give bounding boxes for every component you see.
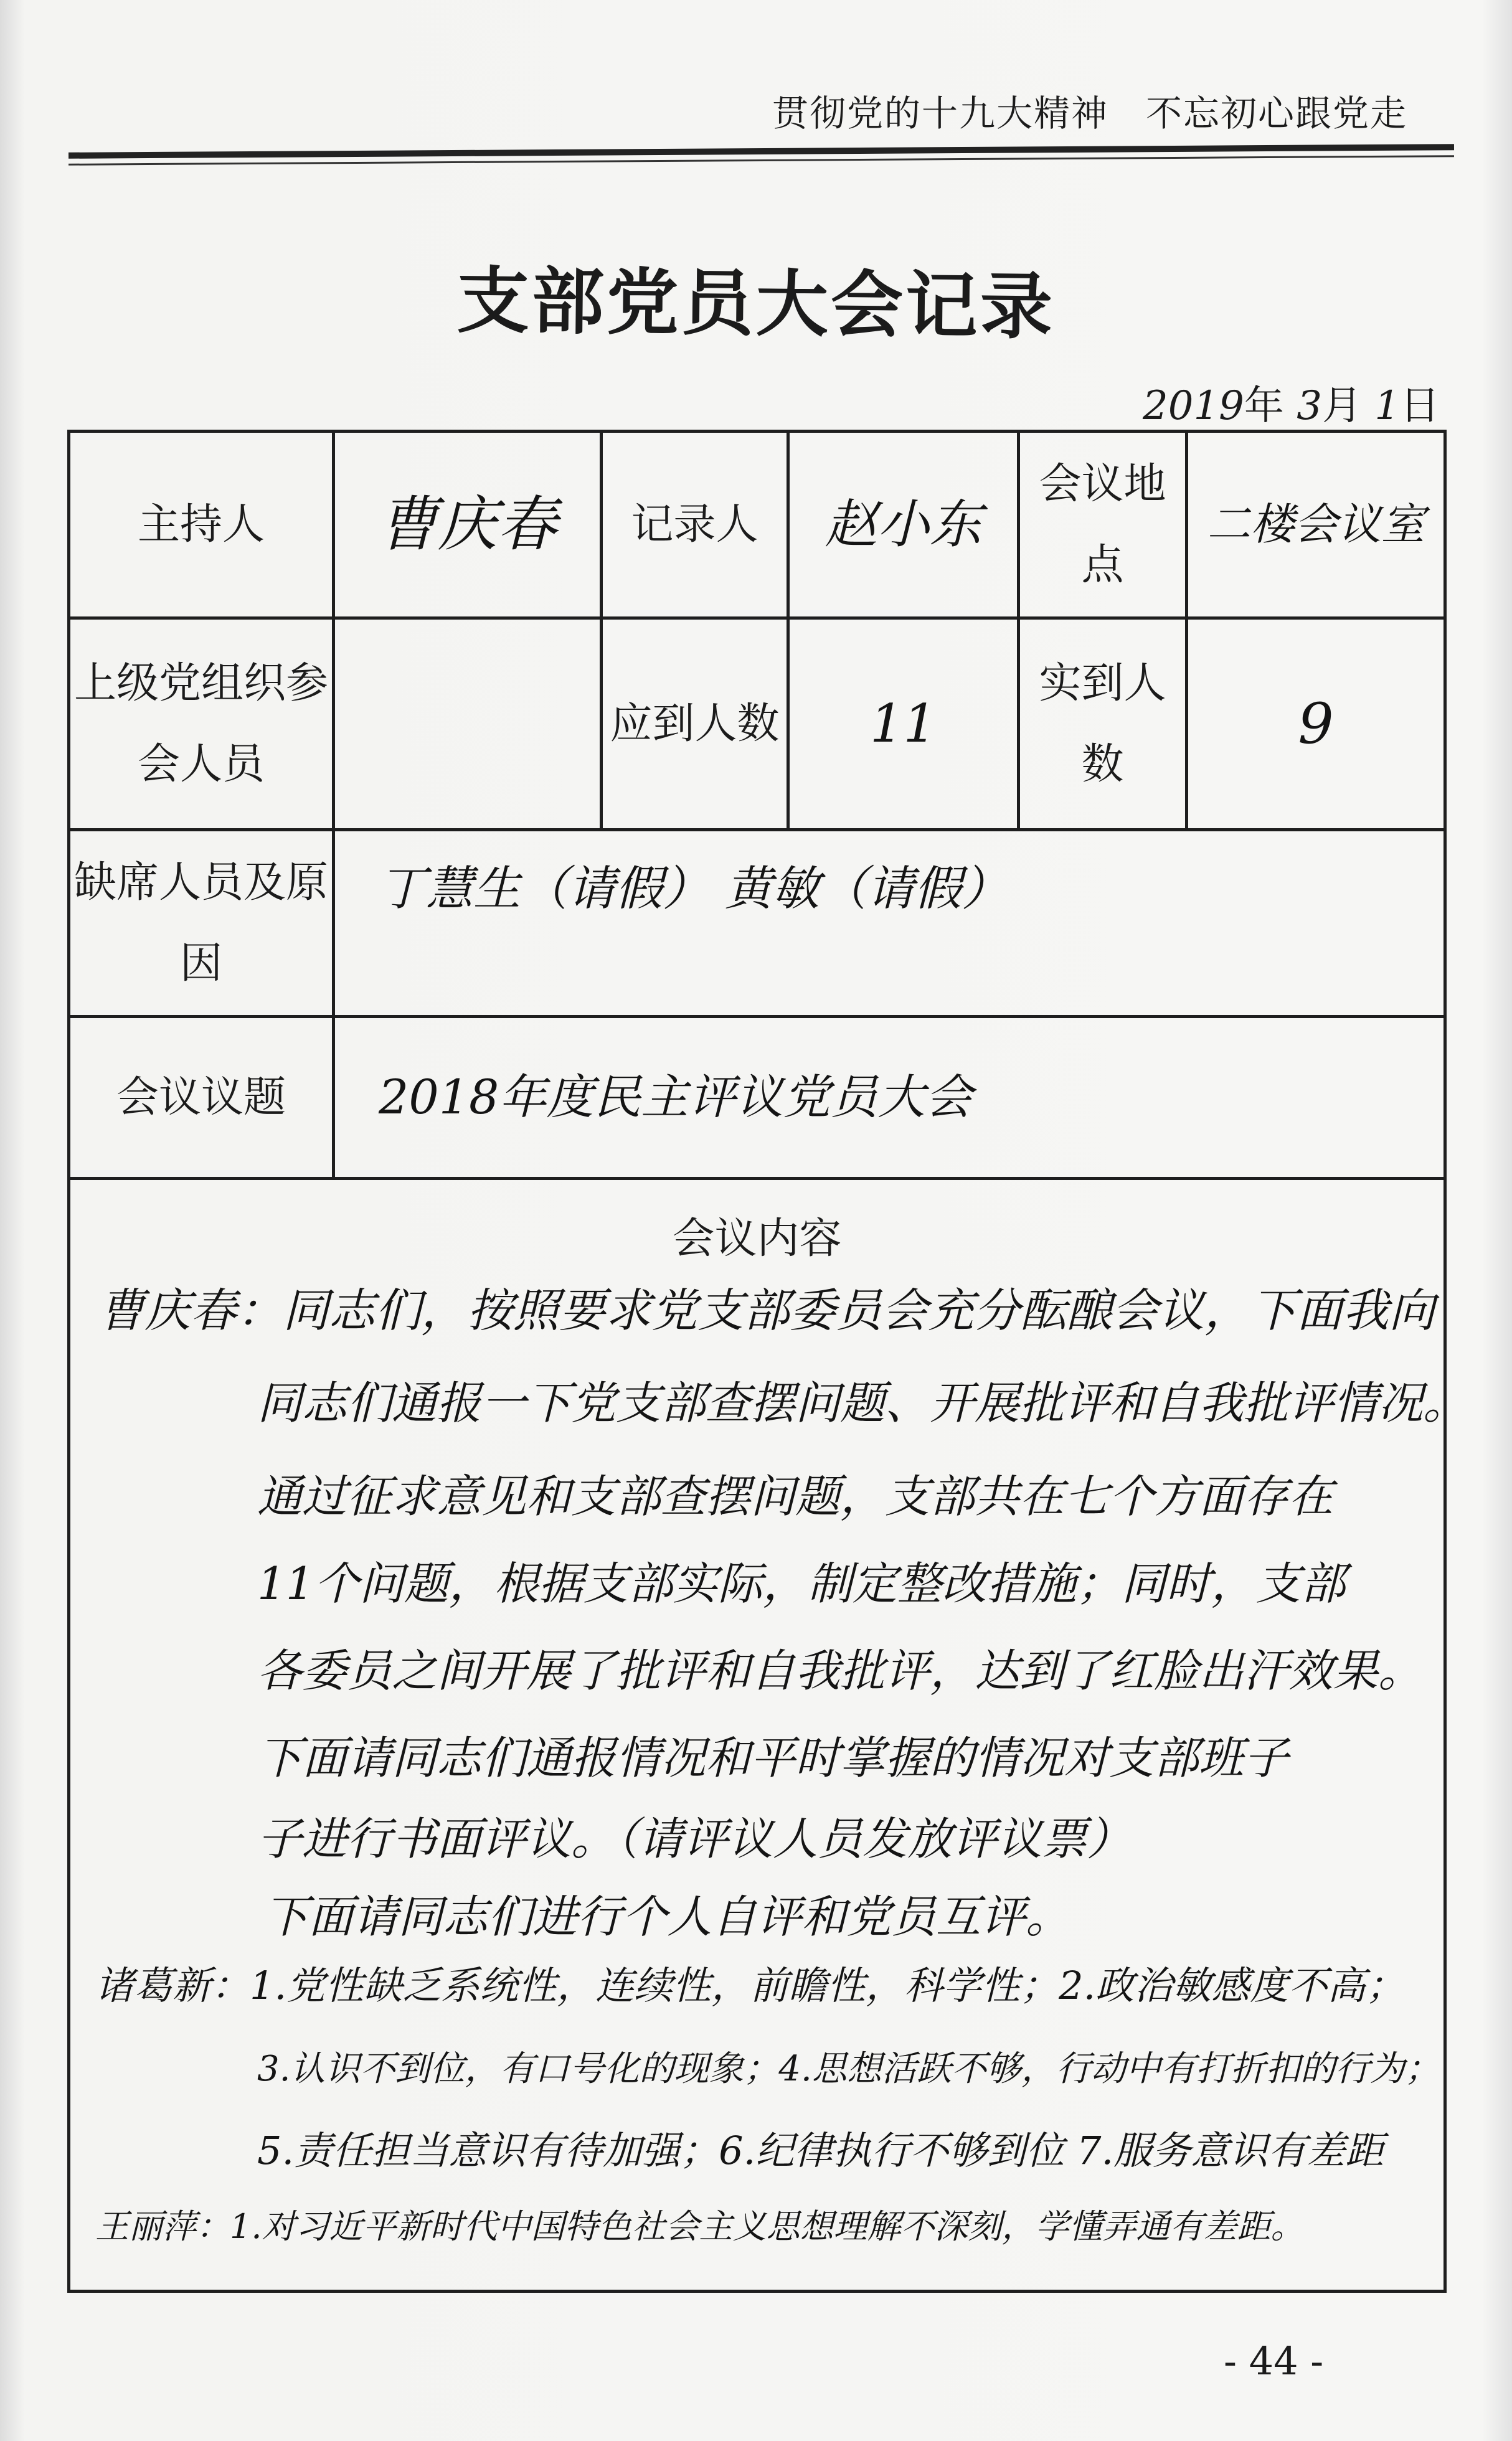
content-line: 王丽萍：1.对习近平新时代中国特色社会主义思想理解不深刻，学懂弄通有差距。 bbox=[95, 2207, 1305, 2246]
form-row-topic bbox=[69, 1017, 1445, 1179]
date-day: 1 bbox=[1374, 383, 1400, 429]
content-line: 下面请同志们进行个人自评和党员互评。 bbox=[263, 1891, 1071, 1943]
date-year-unit: 年 bbox=[1244, 383, 1284, 429]
superior-label: 上级党组织参会人员 bbox=[69, 618, 334, 830]
actual-label: 实到人数 bbox=[1019, 618, 1187, 830]
page-number: - 44 - bbox=[1224, 2338, 1324, 2384]
superior-value bbox=[334, 618, 602, 830]
expected-label: 应到人数 bbox=[602, 618, 788, 830]
form-row-content bbox=[69, 1179, 1445, 2292]
content-line: 3.认识不到位，有口号化的现象；4.思想活跃不够，行动中有打折扣的行为； bbox=[257, 2049, 1440, 2089]
form-row-absent bbox=[69, 830, 1445, 1017]
content-line: 11个问题，根据支部实际，制定整改措施；同时，支部 bbox=[257, 1557, 1346, 1610]
location-value: 二楼会议室 bbox=[1187, 432, 1445, 618]
content-cell bbox=[69, 1179, 1468, 2292]
content-line: 曹庆春：同志们，按照要求党支部委员会充分酝酿会议，下面我向 bbox=[98, 1284, 1435, 1338]
content-line: 同志们通报一下党支部查摆问题、开展批评和自我批评情况。 bbox=[257, 1377, 1468, 1429]
recorder-value: 赵小东 bbox=[788, 432, 1019, 618]
content-line: 诸葛新：1.党性缺乏系统性，连续性，前瞻性，科学性；2.政治敏感度不高； bbox=[95, 1963, 1405, 2008]
topic-value: 2018年度民主评议党员大会 bbox=[334, 1017, 1445, 1179]
date-day-unit: 日 bbox=[1400, 383, 1440, 429]
date-month-unit: 月 bbox=[1321, 383, 1362, 429]
page-header bbox=[772, 84, 1407, 136]
content-line: 子进行书面评议。（请评议人员发放评议票） bbox=[257, 1813, 1132, 1865]
date-month: 3 bbox=[1297, 383, 1322, 429]
form-row-host bbox=[69, 432, 1445, 618]
content-line: 通过征求意见和支部查摆问题，支部共在七个方面存在 bbox=[257, 1470, 1334, 1523]
content-line: 5.责任担当意识有待加强；6.纪律执行不够到位 7.服务意识有差距 bbox=[257, 2128, 1384, 2173]
form-row-attendance bbox=[69, 618, 1445, 830]
header-slogan-left: 贯彻党的十九大精神 bbox=[772, 92, 1109, 135]
expected-count: 11 bbox=[788, 618, 1019, 830]
host-label: 主持人 bbox=[69, 432, 334, 618]
absent-value: 丁慧生（请假） 黄敏（请假） bbox=[334, 830, 1445, 1017]
header-slogan-right: 不忘初心跟党走 bbox=[1146, 92, 1408, 135]
location-label: 会议地点 bbox=[1019, 432, 1187, 618]
content-title: 会议内容 bbox=[672, 1214, 842, 1263]
topic-label: 会议议题 bbox=[69, 1017, 334, 1179]
meeting-date bbox=[1143, 374, 1440, 431]
recorder-label: 记录人 bbox=[602, 432, 788, 618]
content-line: 下面请同志们通报情况和平时掌握的情况对支部班子 bbox=[257, 1732, 1289, 1784]
date-year: 2019 bbox=[1143, 383, 1244, 429]
host-value: 曹庆春 bbox=[334, 432, 602, 618]
page-title: 支部党员大会记录 bbox=[456, 258, 1056, 350]
meeting-record-form bbox=[67, 430, 1468, 2293]
content-line: 各委员之间开展了批评和自我批评，达到了红脸出汗效果。 bbox=[257, 1645, 1424, 1697]
absent-label: 缺席人员及原因 bbox=[69, 830, 334, 1017]
actual-count: 9 bbox=[1187, 618, 1445, 830]
